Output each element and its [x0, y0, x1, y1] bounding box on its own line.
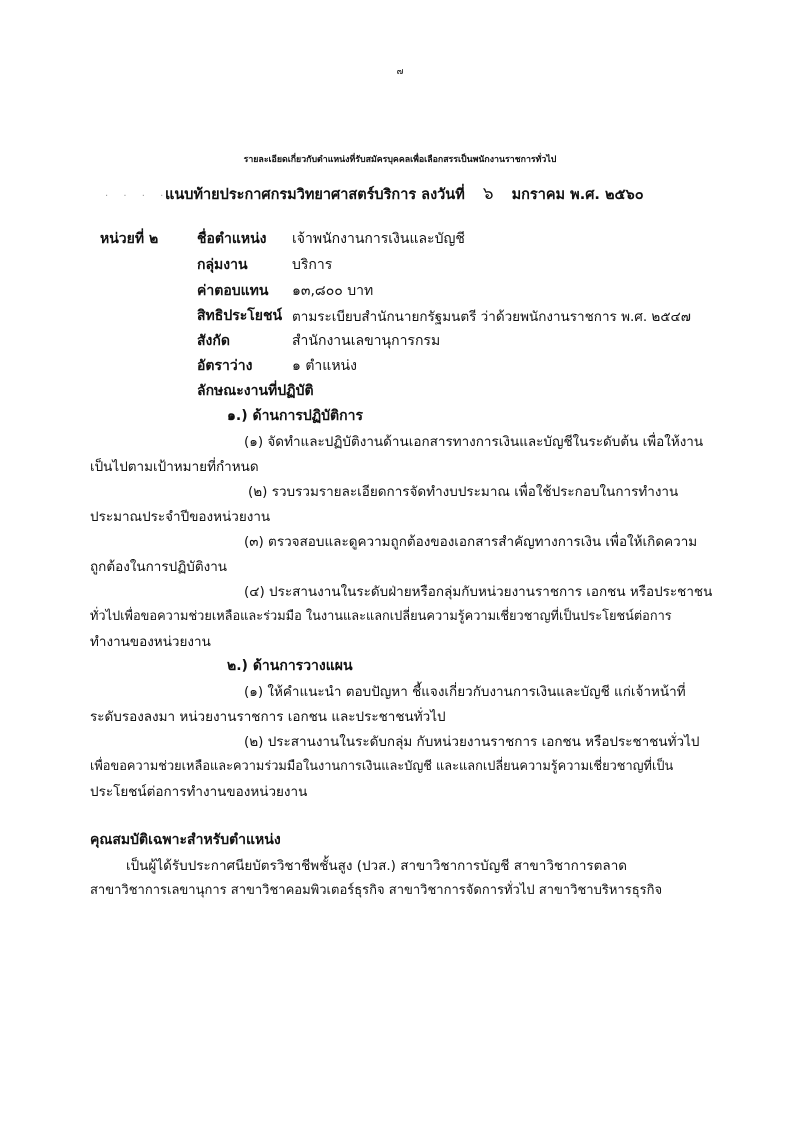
qualifications-line1: เป็นผู้ได้รับประกาศนียบัตรวิชาชีพชั้นสูง (ปวส.) สาขาวิชาการบัญชี สาขาวิชาการตลาด [126, 858, 628, 874]
field-value-group: บริการ [292, 257, 333, 273]
field-label-salary: ค่าตอบแทน [197, 283, 269, 299]
title-line2-suffix: มกราคม พ.ศ. ๒๕๖๐ [511, 187, 644, 203]
unit-label: หน่วยที่ ๒ [100, 231, 159, 247]
planning-heading: ๒.) ด้านการวางแผน [227, 658, 353, 674]
operations-item-2-line2: ประมาณประจำปีของหน่วยงาน [90, 509, 271, 525]
field-value-affiliation: สำนักงานเลขานุการกรม [292, 333, 441, 349]
operations-item-3-line2: ถูกต้องในการปฏิบัติงาน [90, 559, 228, 575]
field-label-vacancy: อัตราว่าง [197, 358, 253, 374]
title-line2-prefix: แนบท้ายประกาศกรมวิทยาศาสตร์บริการ ลงวันที่ [165, 187, 465, 203]
operations-heading: ๑.) ด้านการปฏิบัติการ [227, 408, 363, 424]
operations-item-4-line1: (๔) ประสานงานในระดับฝ่ายหรือกลุ่มกับหน่วยงานราชการ เอกชน หรือประชาชน [244, 584, 713, 600]
field-value-benefits: ตามระเบียบสำนักนายกรัฐมนตรี ว่าด้วยพนักงานราชการ พ.ศ. ๒๕๔๗ [292, 309, 691, 325]
field-label-position: ชื่อตำแหน่ง [197, 231, 267, 247]
planning-item-2-line3: ประโยชน์ต่อการทำงานของหน่วยงาน [90, 784, 308, 800]
duties-label: ลักษณะงานที่ปฏิบัติ [197, 383, 314, 399]
planning-item-2-line1: (๒) ประสานงานในระดับกลุ่ม กับหน่วยงานราชการ เอกชน หรือประชาชนทั่วไป [244, 734, 700, 750]
field-label-group: กลุ่มงาน [197, 257, 248, 273]
field-label-affiliation: สังกัด [197, 333, 230, 349]
document-title-line2 [165, 180, 644, 207]
operations-item-1-line1: (๑) จัดทำและปฏิบัติงานด้านเอกสารทางการเงินและบัญชีในระดับต้น เพื่อให้งาน [244, 434, 704, 450]
document-title-line1: รายละเอียดเกี่ยวกับตำแหน่งที่รับสมัครบุคคลเพื่อเลือกสรรเป็นพนักงานราชการทั่วไป [243, 155, 557, 165]
planning-item-1-line1: (๑) ให้คำแนะนำ ตอบปัญหา ชี้แจงเกี่ยวกับงานการเงินและบัญชี แก่เจ้าหน้าที่ [244, 684, 686, 700]
planning-item-2-line2: เพื่อขอความช่วยเหลือและความร่วมมือในงานการเงินและบัญชี และแลกเปลี่ยนความรู้ความเชี่ยวชาญที่เป็น [90, 759, 674, 774]
operations-item-4-line2: ทั่วไปเพื่อขอความช่วยเหลือและร่วมมือ ในงานและแลกเปลี่ยนความรู้ความเชี่ยวชาญที่เป็นประโยชน์ต่อการ [90, 609, 672, 624]
field-label-benefits: สิทธิประโยชน์ [197, 308, 283, 324]
operations-item-1-line2: เป็นไปตามเป้าหมายที่กำหนด [90, 459, 259, 475]
title-day: ๖ [482, 184, 494, 204]
page-number: ๗ [396, 67, 404, 77]
faint-dots-decoration: . . . . . [105, 188, 188, 199]
field-value-vacancy: ๑ ตำแหน่ง [292, 358, 357, 374]
operations-item-2-line1: (๒) รวบรวมรายละเอียดการจัดทำงบประมาณ เพื่อใช้ประกอบในการทำงาน [248, 484, 679, 500]
operations-item-4-line3: ทำงานของหน่วยงาน [90, 634, 211, 650]
field-value-position: เจ้าพนักงานการเงินและบัญชี [292, 231, 465, 247]
field-value-salary: ๑๓,๘๐๐ บาท [292, 283, 374, 299]
qualifications-line2: สาขาวิชาการเลขานุการ สาขาวิชาคอมพิวเตอร์ธุรกิจ สาขาวิชาการจัดการทั่วไป สาขาวิชาบริหารธุรกิจ [90, 883, 663, 898]
planning-item-1-line2: ระดับรองลงมา หน่วยงานราชการ เอกชน และประชาชนทั่วไป [90, 709, 446, 725]
operations-item-3-line1: (๓) ตรวจสอบและดูความถูกต้องของเอกสารสำคัญทางการเงิน เพื่อให้เกิดความ [244, 534, 698, 550]
qualifications-heading: คุณสมบัติเฉพาะสำหรับตำแหน่ง [90, 832, 281, 848]
